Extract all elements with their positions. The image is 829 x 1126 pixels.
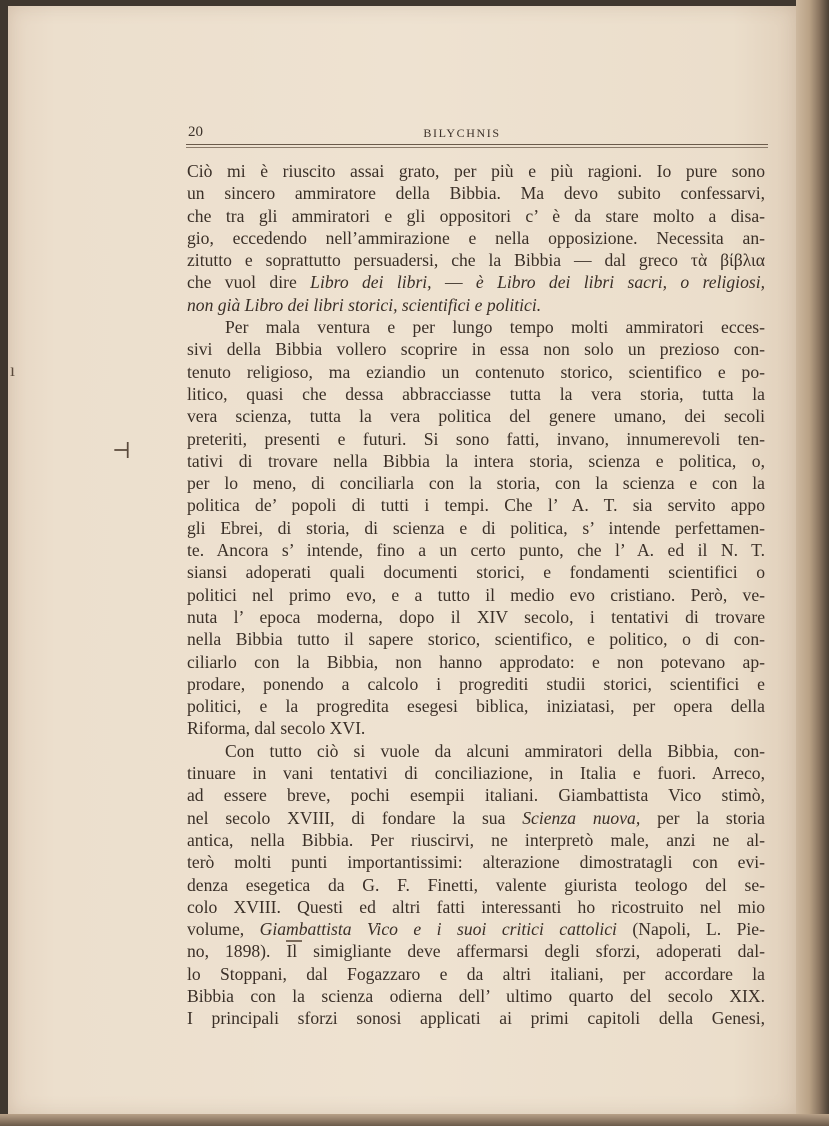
- text-line: un sincero ammiratore della Bibbia. Ma devo subito confessarvi,: [187, 183, 765, 204]
- text-line: tinuare in vani tentativi di conciliazione, in Italia e fuori. Arreco,: [187, 763, 765, 784]
- text-line: Per mala ventura e per lungo tempo molti ammiratori ecces-: [225, 317, 765, 338]
- text-line: non già Libro dei libri storici, scientifici e politici.: [187, 294, 542, 315]
- text-line: terò molti punti importantissimi: alterazione dimostratagli con evi-: [187, 852, 765, 873]
- text-line: che tra gli ammiratori e gli oppositori c’ è da stare molto a disa-: [187, 205, 765, 226]
- text-line: zitutto e soprattutto persuadersi, che la Bibbia — dal greco τὰ βίβλια: [187, 250, 765, 271]
- bottom-edge-shadow: [0, 1114, 829, 1126]
- text-line: gli Ebrei, di storia, di scienza e di politica, s’ intende perfettamen-: [187, 517, 765, 538]
- text-line: I principali sforzi sonosi applicati ai primi capitoli della Genesi,: [187, 1008, 765, 1029]
- margin-cross-mark: ⊣: [112, 438, 131, 463]
- text-line: politici nel primo evo, e a tutto il medio evo cristiano. Però, ve-: [187, 584, 765, 605]
- footer-dash-mark: [286, 940, 302, 942]
- text-line: gio, eccedendo nell’ammirazione e nella opposizione. Necessita an-: [187, 227, 765, 248]
- text-line: per lo meno, di conciliarla con la storia, con la scienza e con la: [187, 473, 765, 494]
- text-line: nella Bibbia tutto il sapere storico, scientifico, e politico, o di con-: [187, 629, 765, 650]
- text-line: tenuto religioso, ma eziandio un contenuto storico, scientifico e po-: [187, 361, 765, 382]
- text-line: sivi della Bibbia vollero scoprire in essa non solo un prezioso con-: [187, 339, 765, 360]
- text-line: nel secolo XVIII, di fondare la sua Scienza nuova, per la storia: [187, 807, 765, 828]
- text-line: tativi di trovare nella Bibbia la intera storia, scienza e politica, o,: [187, 450, 765, 471]
- text-line: Ciò mi è riuscito assai grato, per più e più ragioni. Io pure sono: [187, 161, 765, 181]
- body-text: [187, 160, 765, 1030]
- text-line: no, 1898). Il simigliante deve affermarsi degli sforzi, adoperati dal-: [187, 941, 765, 962]
- text-line: vera scienza, tutta la vera politica del genere umano, dei secoli: [187, 406, 765, 427]
- page-number: 20: [188, 124, 203, 140]
- text-line: antica, nella Bibbia. Per riuscirvi, ne interpretò male, anzi ne al-: [187, 829, 765, 850]
- text-line: preteriti, presenti e futuri. Si sono fatti, invano, innumerevoli ten-: [187, 428, 765, 449]
- text-line: Bibbia con la scienza odierna dell’ ultimo quarto del secolo XIX.: [187, 985, 765, 1006]
- page-edge-shadow: [796, 0, 829, 1126]
- text-line: politica de’ popoli di tutti i tempi. Che l’ A. T. sia servito appo: [187, 495, 765, 516]
- header-rule: [186, 144, 768, 148]
- page-header: [186, 124, 738, 144]
- text-line: politici, e la progredita esegesi biblica, iniziatasi, per opera della: [187, 696, 765, 717]
- text-line: nuta l’ epoca moderna, dopo il XIV secolo, i tentativi di trovare: [187, 606, 765, 627]
- text-line: litico, quasi che dessa abbracciasse tutta la vera storia, tutta la: [187, 383, 765, 404]
- text-line: lo Stoppani, dal Fogazzaro e da altri italiani, per accordare la: [187, 963, 765, 984]
- margin-tick-mark: ı: [10, 360, 16, 380]
- text-line: siansi adoperati quali documenti storici, e fondamenti scientifici o: [187, 562, 765, 583]
- text-line: denza esegetica da G. F. Finetti, valente giurista teologo del se-: [187, 874, 765, 895]
- text-line: colo XVIII. Questi ed altri fatti interessanti ho ricostruito nel mio: [187, 896, 765, 917]
- text-line: ciliarlo con la Bibbia, non hanno approdato: e non potevano ap-: [187, 651, 765, 672]
- text-line: Con tutto ciò si vuole da alcuni ammiratori della Bibbia, con-: [225, 740, 765, 761]
- text-line: ad essere breve, pochi esempii italiani. Giambattista Vico stimò,: [187, 785, 765, 806]
- running-title: BILYCHNIS: [423, 126, 501, 140]
- text-line: Riforma, dal secolo XVI.: [187, 718, 366, 739]
- text-line: te. Ancora s’ intende, fino a un certo punto, che l’ A. ed il N. T.: [187, 540, 765, 561]
- text-line: volume, Giambattista Vico e i suoi critici cattolici (Napoli, L. Pie-: [187, 919, 765, 940]
- text-line: che vuol dire Libro dei libri, — è Libro dei libri sacri, o religiosi,: [187, 272, 765, 293]
- text-line: prodare, ponendo a calcolo i progrediti studii storici, scientifici e: [187, 673, 765, 694]
